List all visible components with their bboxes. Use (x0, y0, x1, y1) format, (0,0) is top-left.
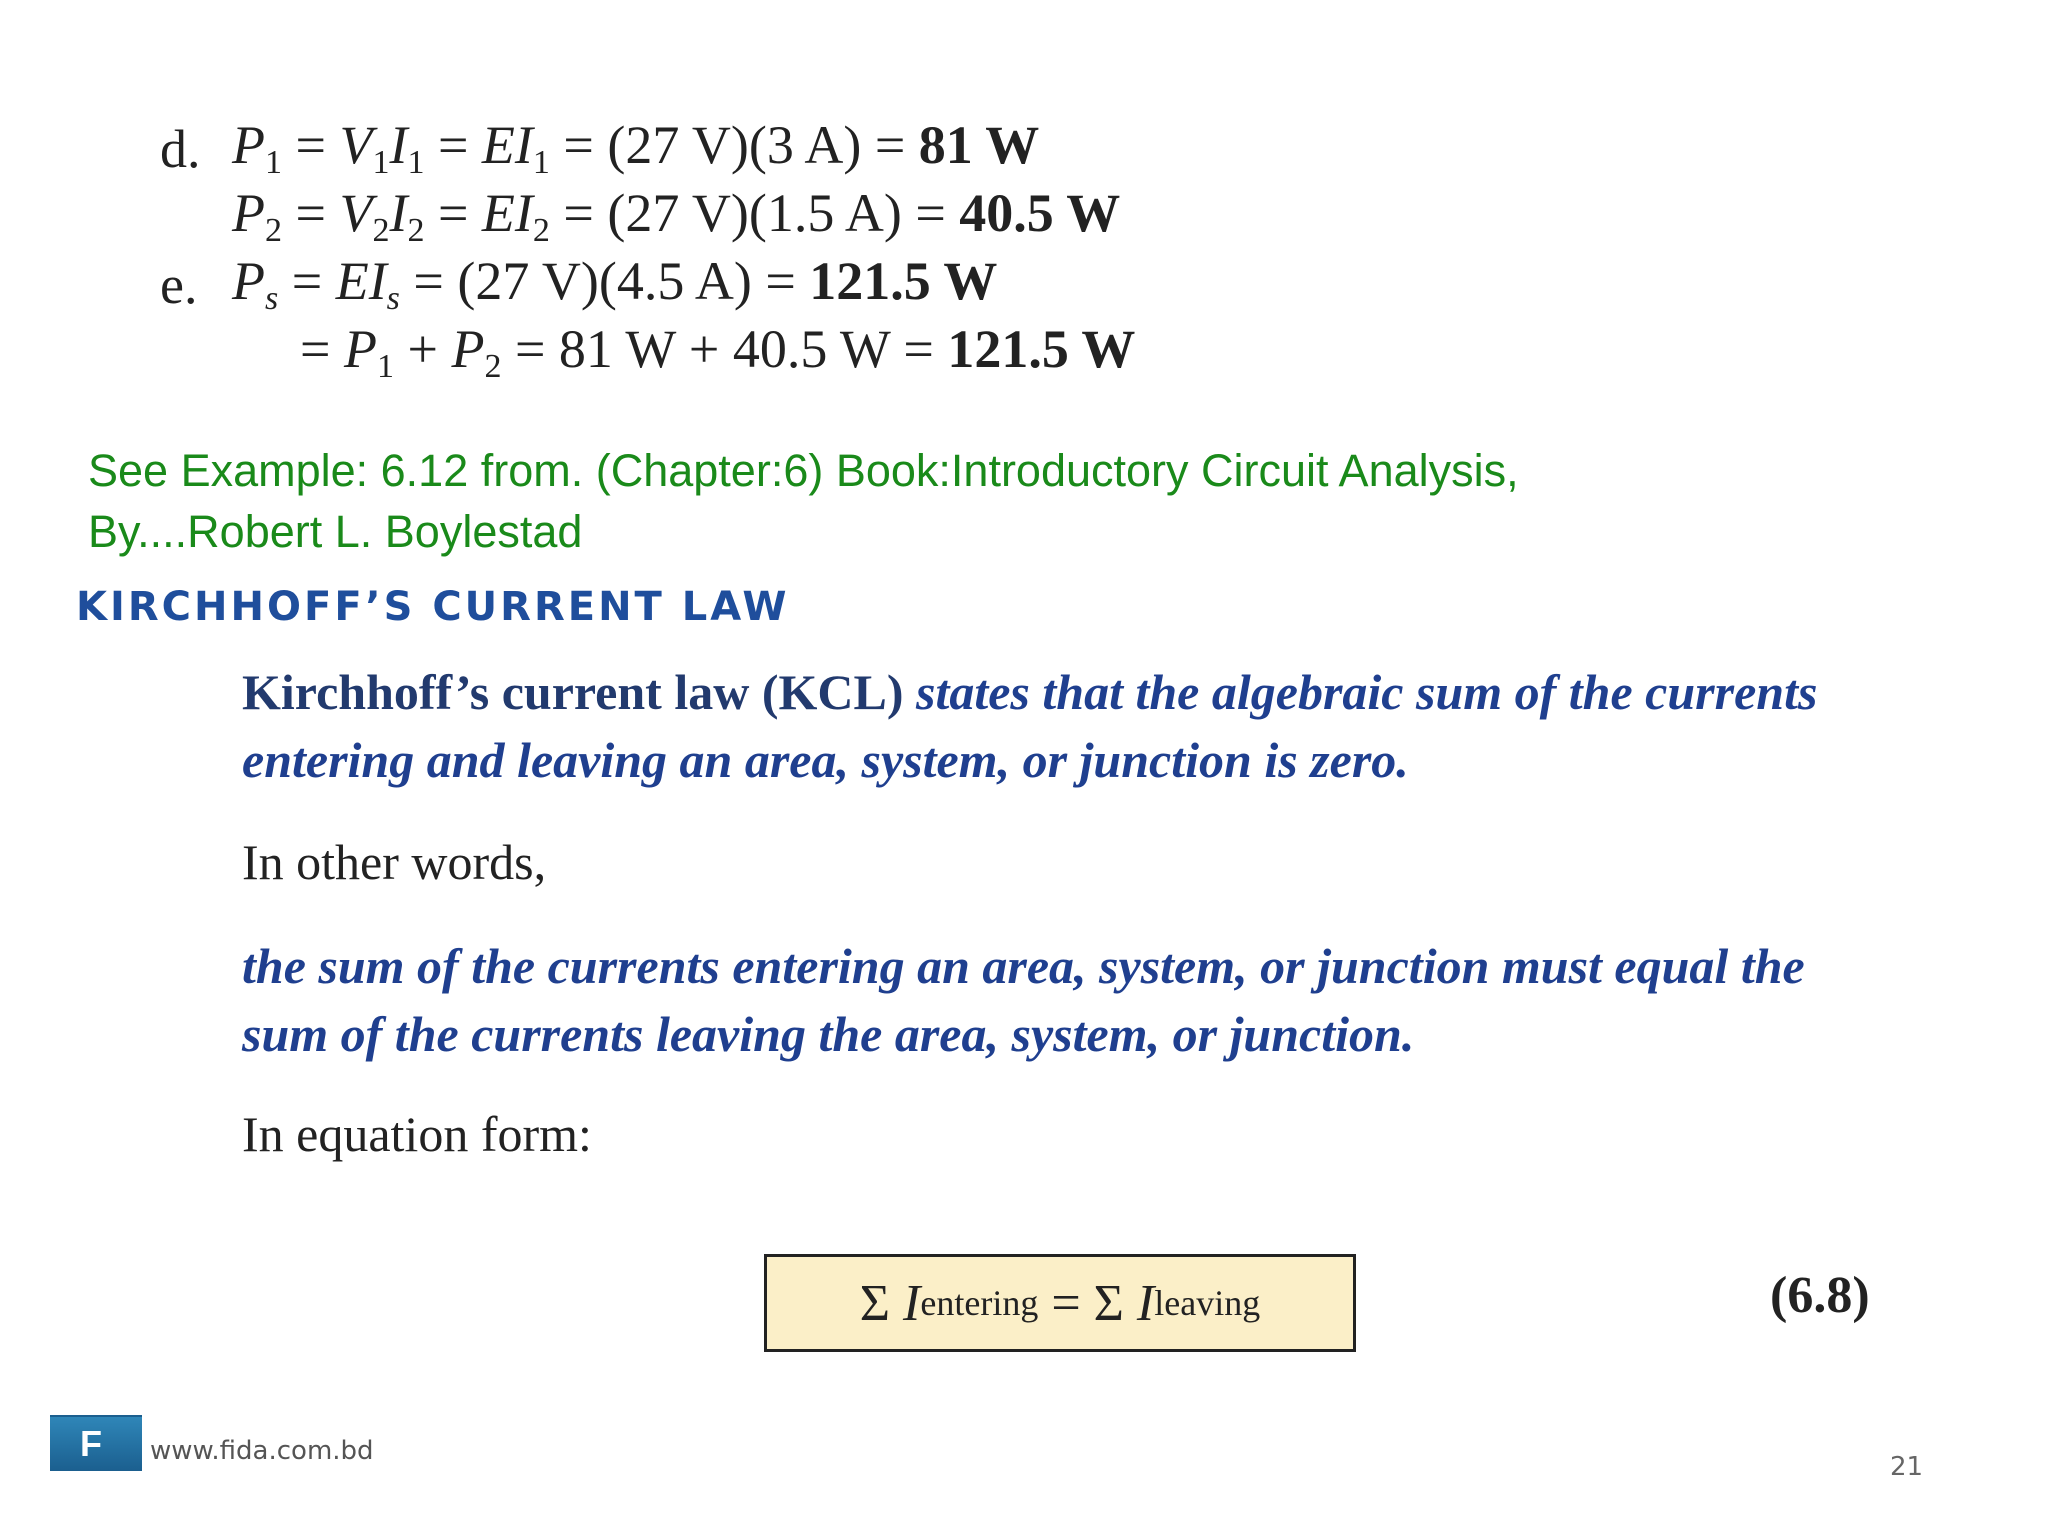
equation-e1: $P_s = EI_s = (27$ V)(4.5 A) = 121.5 W (232, 251, 998, 317)
kcl-definition (242, 658, 1862, 794)
reference-line-1: See Example: 6.12 from. (Chapter:6) Book:Introductory Circuit Analysis, (88, 445, 1519, 496)
leaving-subscript: leaving (1154, 1283, 1261, 1323)
page-number: 21 (1890, 1452, 1924, 1482)
current-var-right: I (1136, 1274, 1155, 1332)
sigma-right: Σ (1093, 1274, 1124, 1332)
in-other-words: In other words, (242, 834, 547, 890)
part-d-label: d. (160, 119, 201, 179)
in-equation-form: In equation form: (242, 1106, 592, 1162)
website-link[interactable]: www.fida.com.bd (150, 1436, 374, 1466)
section-heading: KIRCHHOFF’S CURRENT LAW (76, 584, 790, 630)
fida-logo (50, 1415, 142, 1471)
part-e-label: e. (160, 255, 198, 315)
equation-e2: = $P_1 + P_2 = 81$ W + 40.5 W = 121.5 W (300, 319, 1136, 385)
kcl-formula-box (764, 1254, 1356, 1352)
current-var-left: I (903, 1274, 921, 1332)
equation-number: (6.8) (1770, 1267, 1870, 1324)
book-reference (88, 440, 1888, 562)
equation-d1: $P_1 = V_1I_1 = EI_1 = (27$ V)(3 A) = 81 W (232, 115, 1040, 181)
sigma-left: Σ (859, 1274, 891, 1332)
kcl-term: Kirchhoff’s current law (KCL) (242, 664, 904, 720)
equals-sign: = (1051, 1274, 1081, 1332)
entering-subscript: entering (920, 1283, 1039, 1323)
kcl-restatement: the sum of the currents entering an area, system, or junction must equal the sum of the currents leaving the area, system, or junction. (242, 938, 1805, 1062)
equation-d2: $P_2 = V_2I_2 = EI_2 = (27$ V)(1.5 A) = 40.5 W (232, 183, 1121, 249)
logo-letter: F (80, 1423, 102, 1464)
reference-line-2: By....Robert L. Boylestad (88, 506, 583, 557)
kcl-statement: states that the algebraic sum of the currents entering and leaving an area, system, or junction is zero. (242, 664, 1818, 788)
